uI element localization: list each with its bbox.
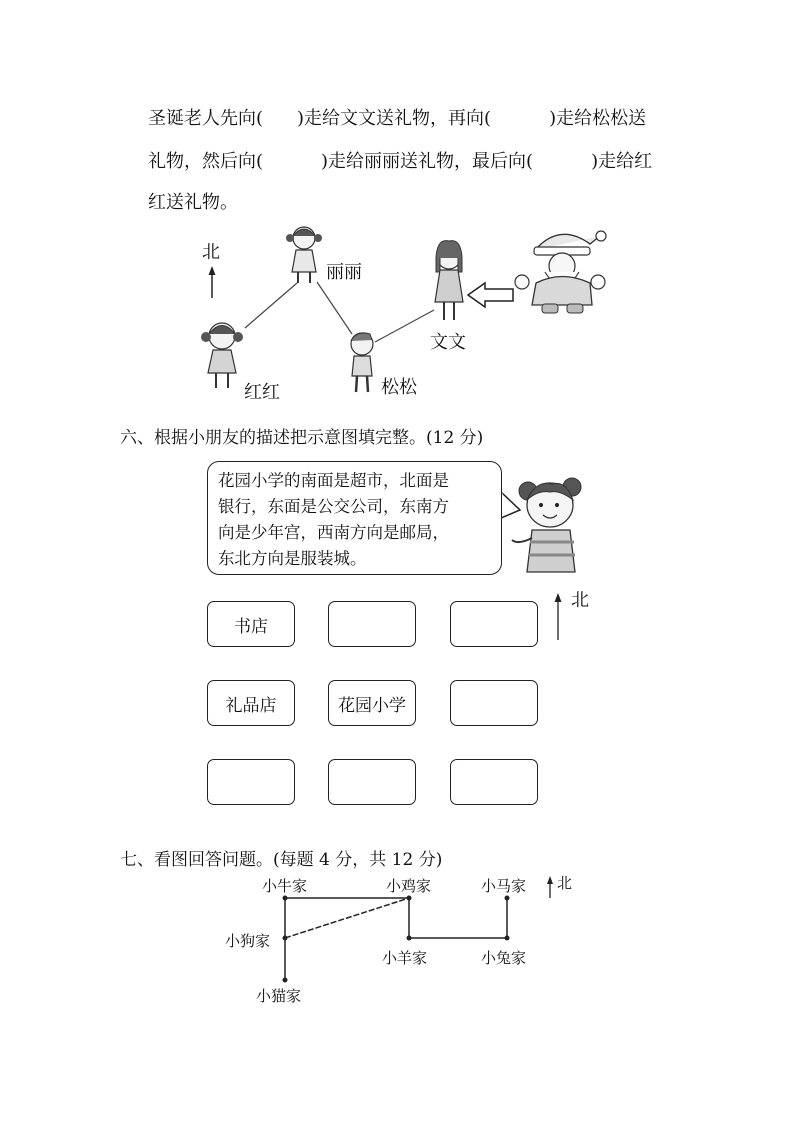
mao-home-label: 小猫家 bbox=[256, 987, 302, 1005]
tu-home-label: 小兔家 bbox=[481, 949, 527, 967]
grid-cell-garden-school: 花园小学 bbox=[328, 680, 416, 726]
section-7-heading: 七、看图回答问题。(每题 4 分，共 12 分) bbox=[120, 850, 443, 870]
wenwen-figure bbox=[435, 241, 463, 320]
grid-cell-northeast-blank[interactable] bbox=[450, 601, 538, 647]
lili-label: 丽丽 bbox=[326, 262, 362, 283]
route-line bbox=[375, 310, 434, 342]
lili-figure bbox=[286, 227, 322, 283]
bubble-line: 东北方向是服装城。 bbox=[218, 549, 367, 568]
north-arrow-head bbox=[547, 876, 553, 884]
grid-cell-south-blank[interactable] bbox=[328, 759, 416, 805]
grid-cell-bookstore: 书店 bbox=[207, 601, 295, 647]
text-fragment: 圣诞老人先向( bbox=[148, 108, 264, 129]
text-fragment: )走给松松送 bbox=[549, 108, 647, 129]
wenwen-label: 文文 bbox=[430, 332, 466, 353]
speech-bubble-tail bbox=[501, 492, 520, 518]
map-point bbox=[283, 936, 288, 941]
map-point bbox=[505, 896, 510, 901]
text-fragment: )走给文文送礼物，再向( bbox=[297, 108, 492, 129]
bubble-line: 花园小学的南面是超市，北面是 bbox=[218, 471, 449, 490]
ma-home-label: 小马家 bbox=[481, 877, 527, 895]
bubble-line: 向是少年宫，西南方向是邮局， bbox=[218, 523, 449, 542]
map-point bbox=[407, 896, 412, 901]
songsong-label: 松松 bbox=[381, 377, 417, 398]
girl-figure bbox=[512, 478, 581, 572]
text-fragment: 礼物，然后向( bbox=[148, 151, 264, 172]
map-point bbox=[407, 936, 412, 941]
road bbox=[285, 898, 409, 938]
santa-figure bbox=[515, 231, 606, 313]
speech-bubble bbox=[207, 461, 502, 575]
section-6-heading: 六、根据小朋友的描述把示意图填完整。(12 分) bbox=[120, 428, 484, 448]
north-label: 北 bbox=[557, 874, 573, 892]
yang-home-label: 小羊家 bbox=[382, 949, 428, 967]
honghong-figure bbox=[201, 323, 243, 388]
grid-cell-southwest-blank[interactable] bbox=[207, 759, 295, 805]
bubble-line: 银行，东面是公交公司，东南方 bbox=[218, 497, 449, 516]
gou-home-label: 小狗家 bbox=[225, 932, 271, 950]
map-point bbox=[283, 978, 288, 983]
grid-cell-east-blank[interactable] bbox=[450, 680, 538, 726]
north-arrow-head bbox=[209, 266, 216, 275]
north-arrow-head bbox=[555, 593, 562, 602]
text-fragment: 红送礼物。 bbox=[148, 192, 238, 213]
map-point bbox=[505, 936, 510, 941]
honghong-label: 红红 bbox=[244, 382, 280, 403]
grid-cell-gift-shop: 礼品店 bbox=[207, 680, 295, 726]
route-line bbox=[245, 283, 297, 328]
niu-home-label: 小牛家 bbox=[262, 877, 308, 895]
text-fragment: )走给丽丽送礼物，最后向( bbox=[321, 151, 534, 172]
text-fragment: )走给红 bbox=[591, 151, 653, 172]
grid-cell-southeast-blank[interactable] bbox=[450, 759, 538, 805]
ji-home-label: 小鸡家 bbox=[386, 877, 432, 895]
grid-cell-north-blank[interactable] bbox=[328, 601, 416, 647]
north-label: 北 bbox=[202, 242, 220, 263]
songsong-figure bbox=[351, 333, 373, 392]
north-label: 北 bbox=[571, 590, 589, 611]
santa-arrow bbox=[468, 283, 513, 307]
route-line bbox=[317, 282, 352, 334]
map-point bbox=[283, 896, 288, 901]
